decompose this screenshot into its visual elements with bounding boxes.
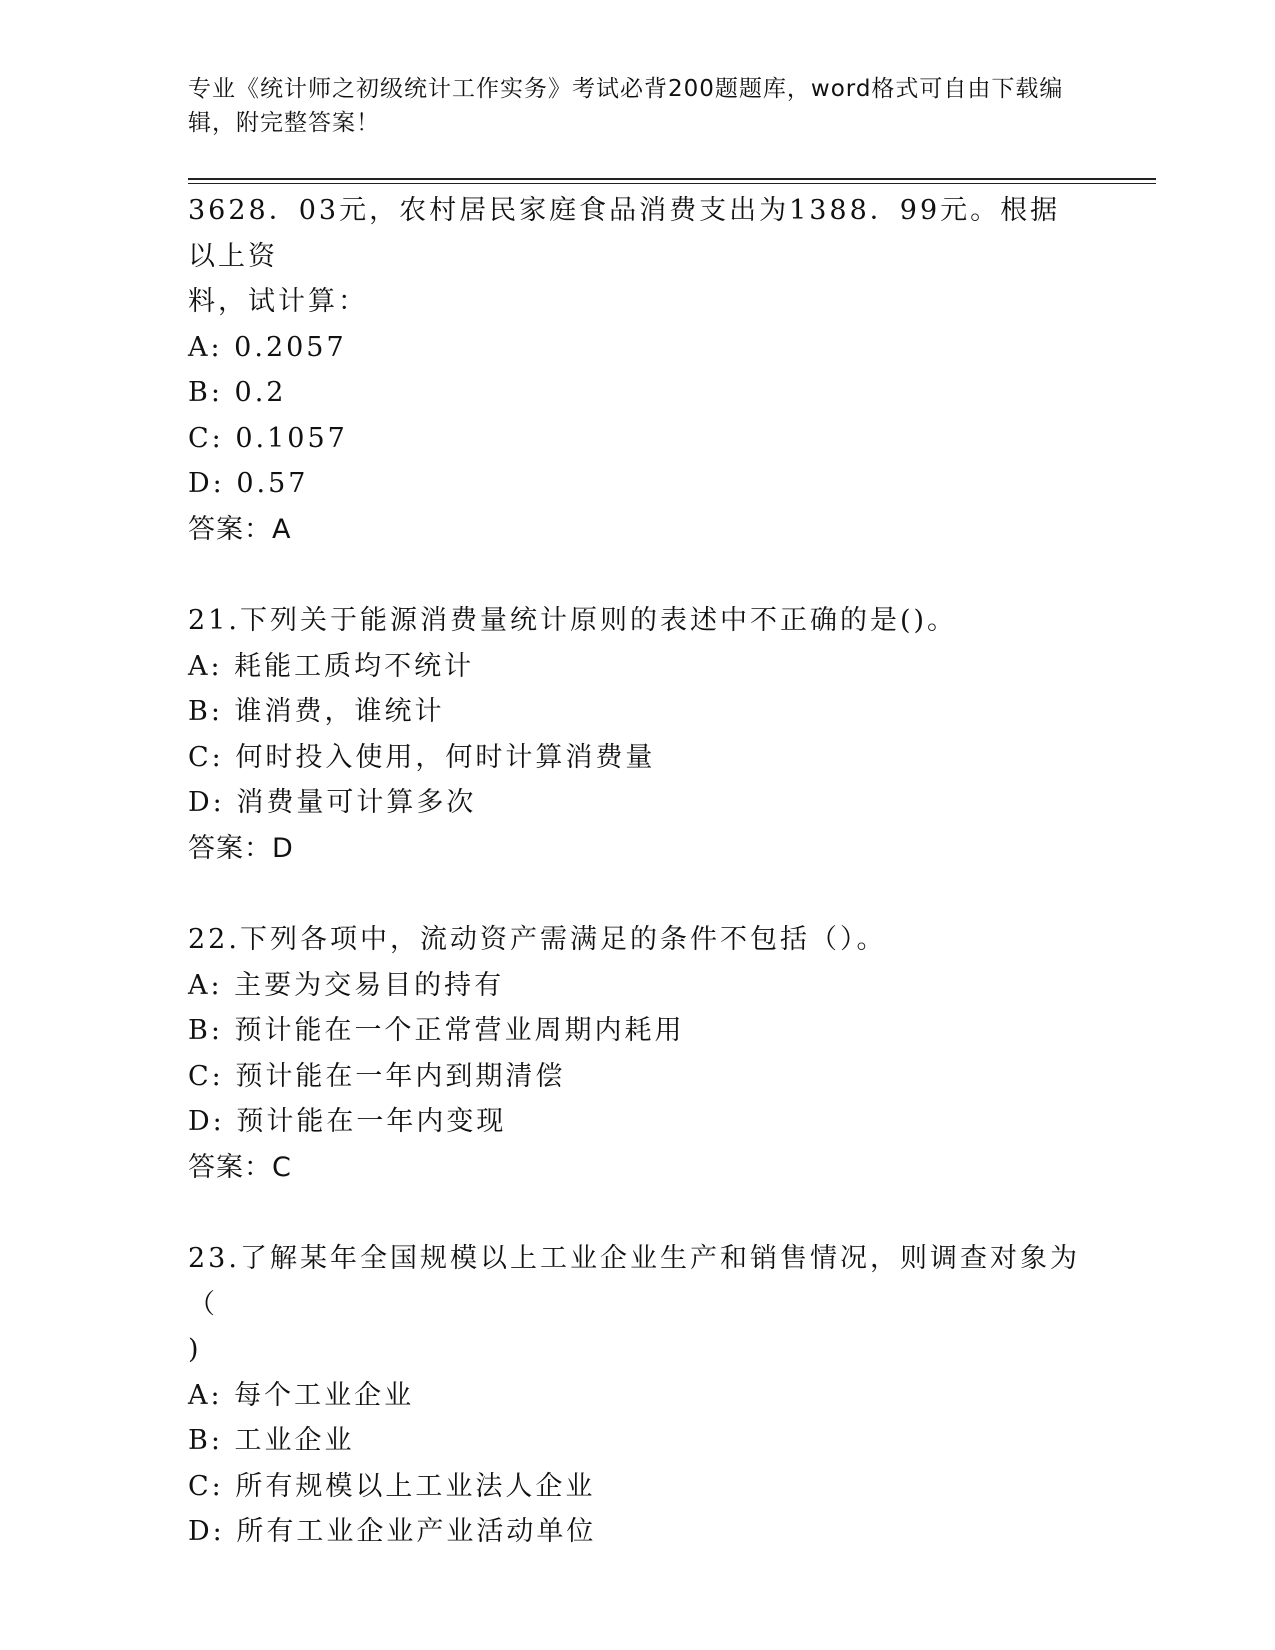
spacer [188,1190,1088,1236]
option-a: A: 主要为交易目的持有 [188,969,505,1001]
answer-line: 答案：D [188,832,294,864]
question-block-21 [188,598,1088,871]
question-block-continued [188,188,1088,552]
header-divider [188,178,1156,184]
question-stem-line: 21.下列关于能源消费量统计原则的表述中不正确的是()。 [188,605,958,636]
option-c: C: 所有规模以上工业法人企业 [188,1470,596,1502]
question-stem-line: 22.下列各项中，流动资产需满足的条件不包括（）。 [188,924,887,955]
question-stem-line: 料，试计算： [188,286,368,317]
option-b: B: 预计能在一个正常营业周期内耗用 [188,1015,685,1046]
question-stem-line: 23.了解某年全国规模以上工业企业生产和销售情况，则调查对象为（ [188,1243,1080,1320]
page-header: 专业《统计师之初级统计工作实务》考试必背200题题库，word格式可自由下载编辑，附完整答案！ [188,76,1064,136]
option-c: C: 何时投入使用，何时计算消费量 [188,741,656,773]
question-block-23 [188,1236,1088,1555]
option-c: C: 0.1057 [188,422,348,454]
option-d: D: 0.57 [188,468,309,499]
option-b: B: 工业企业 [188,1425,355,1456]
answer-line: 答案：C [188,1151,292,1183]
option-a: A: 0.2057 [188,331,347,363]
question-block-22 [188,917,1088,1190]
option-c: C: 预计能在一年内到期清偿 [188,1060,566,1092]
spacer [188,552,1088,598]
option-a: A: 每个工业企业 [188,1379,415,1411]
document-body [188,188,1088,1555]
question-stem-line: ) [188,1334,202,1365]
question-stem-line: 3628．03元，农村居民家庭食品消费支出为1388．99元。根据以上资 [188,195,1061,272]
option-b: B: 0.2 [188,377,287,408]
option-d: D: 预计能在一年内变现 [188,1106,507,1137]
option-d: D: 消费量可计算多次 [188,787,477,818]
option-d: D: 所有工业企业产业活动单位 [188,1516,597,1547]
answer-line: 答案：A [188,513,292,545]
spacer [188,871,1088,917]
option-b: B: 谁消费，谁统计 [188,696,445,727]
option-a: A: 耗能工质均不统计 [188,650,475,682]
